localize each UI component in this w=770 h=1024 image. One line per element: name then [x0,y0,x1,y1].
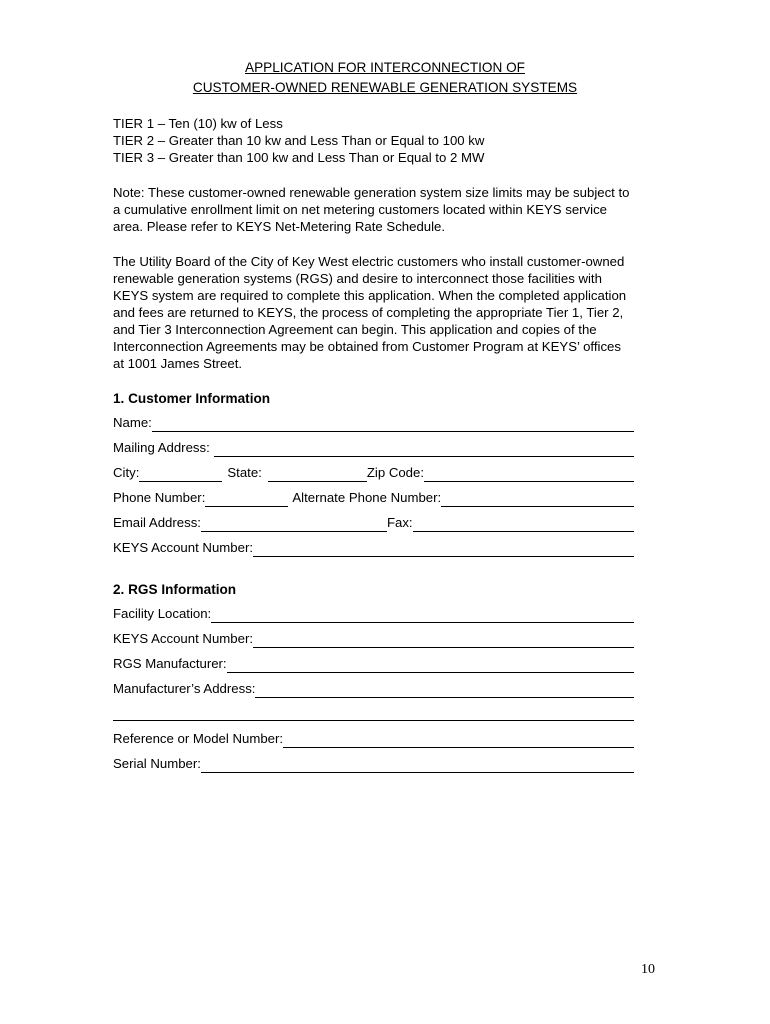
intro-line-5: and Tier 3 Interconnection Agreement can begin. This application and copies of the [113,322,597,337]
phone-label: Phone Number: [113,490,206,505]
mailing-address-label: Mailing Address: [113,440,210,455]
state-field[interactable] [268,466,367,482]
page-number: 10 [641,962,655,977]
model-number-row [113,728,634,748]
name-label: Name: [113,415,152,430]
email-label: Email Address: [113,515,201,530]
email-field[interactable] [201,516,387,532]
name-row [113,412,634,432]
rgs-info-heading: 2. RGS Information [113,582,237,597]
note-line-1: Note: These customer-owned renewable generation system size limits may be subject to [113,185,630,200]
rgs-account-field[interactable] [253,632,634,648]
model-number-field[interactable] [283,732,634,748]
serial-number-row [113,753,634,773]
note-line-2: a cumulative enrollment limit on net metering customers located within KEYS service [113,202,608,217]
mailing-address-row [113,437,634,457]
customer-account-label: KEYS Account Number: [113,540,254,555]
manufacturer-address-field-line-2[interactable] [113,720,634,721]
phone-field[interactable] [205,491,288,507]
tier-1: TIER 1 – Ten (10) kw of Less [113,116,283,131]
serial-number-field[interactable] [201,757,634,773]
intro-line-4: and fees are returned to KEYS, the process of completing the appropriate Tier 1, Tier 2, [113,305,624,320]
zip-field[interactable] [424,466,634,482]
title-line-2: CUSTOMER-OWNED RENEWABLE GENERATION SYSTEMS [192,80,578,95]
model-number-label: Reference or Model Number: [113,731,284,746]
manufacturer-address-row [113,678,634,698]
zip-label: Zip Code: [366,465,425,480]
tier-2: TIER 2 – Greater than 10 kw and Less Than or Equal to 100 kw [113,133,485,148]
fax-field[interactable] [413,516,634,532]
tier-3: TIER 3 – Greater than 100 kw and Less Than or Equal to 2 MW [113,150,485,165]
email-fax-row [113,512,634,532]
serial-number-label: Serial Number: [113,756,201,771]
intro-line-6: Interconnection Agreements may be obtained from Customer Program at KEYS’ offices [113,339,621,354]
intro-line-3: KEYS system are required to complete this application. When the completed application [113,288,627,303]
mailing-address-field[interactable] [214,441,634,457]
manufacturer-address-label: Manufacturer’s Address: [113,681,256,696]
rgs-account-row [113,628,634,648]
title-line-1: APPLICATION FOR INTERCONNECTION OF [245,60,525,75]
manufacturer-label: RGS Manufacturer: [113,656,227,671]
manufacturer-address-field[interactable] [255,682,634,698]
facility-location-row [113,603,634,623]
city-label: City: [113,465,140,480]
intro-line-1: The Utility Board of the City of Key West electric customers who install customer-owned [113,254,625,269]
fax-label: Fax: [386,515,413,530]
phone-row [113,487,634,507]
customer-info-heading: 1. Customer Information [113,391,271,406]
facility-location-field[interactable] [211,607,634,623]
customer-account-row [113,537,634,557]
city-field[interactable] [139,466,222,482]
intro-line-7: at 1001 James Street. [113,356,243,371]
facility-location-label: Facility Location: [113,606,212,621]
rgs-account-label: KEYS Account Number: [113,631,254,646]
intro-line-2: renewable generation systems (RGS) and desire to interconnect those facilities with [113,271,602,286]
name-field[interactable] [152,416,634,432]
manufacturer-field[interactable] [227,657,634,673]
alt-phone-field[interactable] [441,491,634,507]
city-state-zip-row [113,462,634,482]
manufacturer-row [113,653,634,673]
customer-account-field[interactable] [253,541,634,557]
state-label: State: [227,465,262,480]
note-line-3: area. Please refer to KEYS Net-Metering Rate Schedule. [113,219,446,234]
alt-phone-label: Alternate Phone Number: [292,490,442,505]
